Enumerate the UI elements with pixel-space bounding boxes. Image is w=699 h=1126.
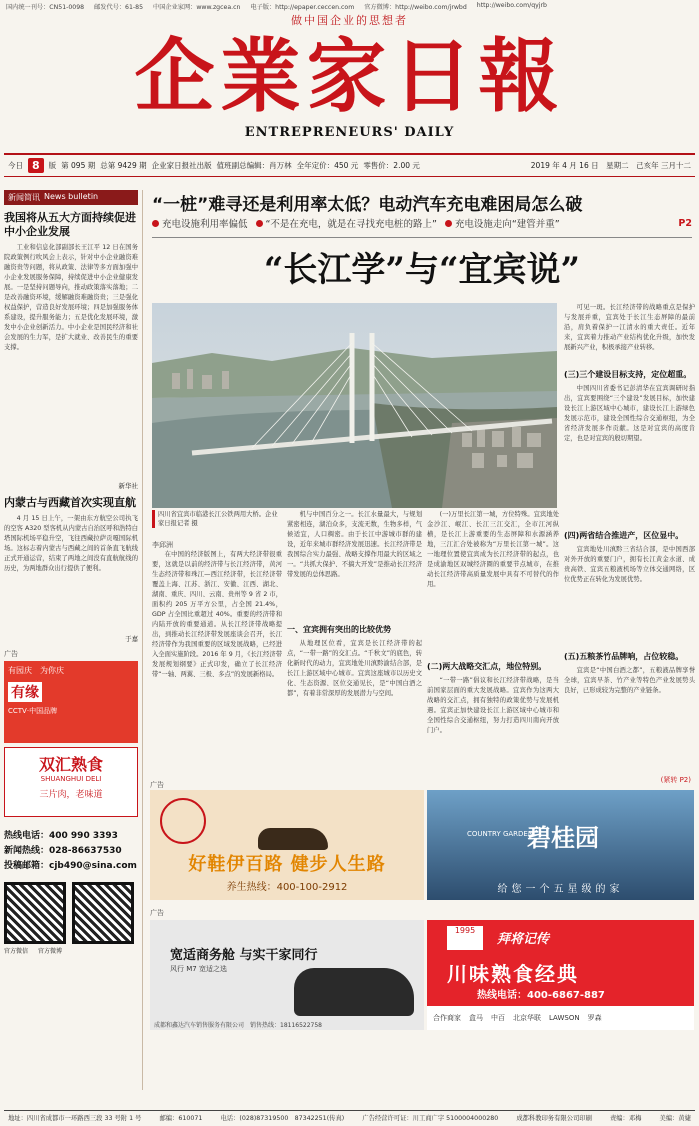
col4-text-b: 中国四川省委书记彭清华在宜宾调研时指出，宜宾要围绕“三个建设”发展目标，加快建设长江上游区域中心城市，建设长江上游绿色发展示范市，建设全国性综合交通枢纽，为全省经济发展多作贡献。这是对宜宾的高度肯定，也是对宜宾的殷切期望。 (564, 385, 695, 442)
news-bulletin-label: 新闻简讯 (8, 193, 40, 202)
ad-label-2: 广告 (150, 909, 164, 917)
news-hotline: 新闻热线：028-86637530 (4, 846, 122, 856)
col4-text-d: 宜宾是“中国白酒之都”，五粮液品牌享誉全球，宜宾早茶、竹产业等特色产业发展势头良好，已形成较为完整的产业链条。 (564, 667, 695, 694)
news-bulletin-en: News bulletin (44, 192, 99, 201)
car-sub: 风行 M7 宽适之选 (170, 965, 227, 973)
page-count-badge: 8 (28, 158, 44, 173)
hotline: 热线电话：400 990 3393 (4, 831, 118, 841)
publisher: 企业家日报社出版 (151, 161, 212, 170)
lead-headline[interactable]: “一桩”难寻还是利用率太低？电动汽车充电难困局怎么破 (152, 195, 583, 215)
lead-subheads (152, 216, 692, 230)
car-ad[interactable] (150, 920, 424, 1030)
topbar-item[interactable]: 电子版：http://epaper.ceccen.com (250, 4, 355, 11)
wechat-qr-icon[interactable] (4, 882, 66, 944)
issue-info-bar (4, 153, 695, 177)
article-col-4 (564, 303, 695, 785)
news-bulletin-header (4, 190, 138, 205)
top-info-bar (0, 0, 699, 12)
continue-ref[interactable]: (紧转 P2) (660, 776, 691, 784)
col3-text: (一)万里长江第一城，方位特殊。宜宾地处金沙江、岷江、长江三江交汇，全市江河纵横，是长江上游重要的生态屏障和水源涵养地，三江汇合处被称为“万里长江第一城”。这一地理位置使宜宾成为长江经济带的起点，也是成渝地区双城经济圈的重要节点城市，在推动长江经济带高质量发展中具有不可替代的作用。 (427, 511, 559, 588)
article-author: 李邱洲 (152, 541, 173, 549)
bridge-photo-image (152, 303, 557, 508)
issue-number: 第 095 期 (61, 161, 96, 170)
youyuan-ad[interactable] (4, 661, 138, 743)
qr2-label: 官方微博 (38, 948, 63, 955)
shoe-icon (258, 828, 328, 850)
ad1-top: 有园庆 为你庆 (8, 666, 64, 675)
footer-editor: 责编：邓梅 (609, 1115, 642, 1122)
partner-logos (427, 1006, 694, 1030)
garden-slogan: 给您一个五星级的家 (497, 884, 624, 895)
partner: 北京华联 (513, 1014, 541, 1022)
col4-text: 可见一斑。长江经济带的战略重点是保护与发展并重，宜宾处于长江生态屏障的最前沿，肩负着保护一江清水的重大责任。近年来，宜宾着力推动产业结构优化升级，加快发展新兴产业，积极承接产业转移。 (564, 304, 695, 351)
ad-row-1 (150, 790, 694, 900)
qr1-label: 官方微信 (4, 948, 29, 955)
ad2-slogan: 三片肉，老味道 (39, 790, 103, 800)
shoes-ad[interactable] (150, 790, 424, 900)
col3-section: (二)两大战略交汇点，地位特别。 (427, 662, 547, 671)
col4-section-2: (四)两省结合推进产，区位显中。 (564, 531, 684, 540)
col4-section-1: (三)三个建设目标支持，定位超重。 (564, 370, 692, 379)
col4-text-c: 宜宾地处川滇黔三省结合部，是中国西部对外开放的重要门户，拥有长江黄金水道、成贵高铁、宜宾五粮液机场等立体交通网络，区位优势正在转化为发展优势。 (564, 546, 695, 583)
col2-text: 机与中国百分之一。长江水量最大，与规划紧密相连，湖泊众多，支流无数，生物多样，气候适宜，人口稠密。由于长江中游城市群的建设，近年来城市群经济发展迅速。长江经济带是我国综合实力最强、战略支撑作用最大的区域之一。“共抓大保护、不搞大开发”是推动长江经济带发展的总体思路。 (287, 511, 422, 578)
headline-divider (152, 237, 692, 238)
story2-title[interactable]: 内蒙古与西藏首次实现直航 (4, 496, 136, 509)
article-col-3 (427, 510, 559, 785)
footer-phone: 电话：(028)87319500 87342251(传真) (220, 1115, 345, 1122)
issue-date: 2019 年 4 月 16 日 星期二 己亥年 三月十二 (530, 161, 691, 170)
footer-postcode: 邮编：610071 (159, 1115, 203, 1122)
shoes-hotline: 养生热线：400-100-2912 (226, 882, 348, 893)
annual-price: 全年定价：450 元 (296, 161, 359, 170)
duty-editor: 值班副总编辑：肖万林 (216, 161, 292, 170)
partner: 盒马 (469, 1014, 483, 1022)
masthead-logo: 企業家日報 (134, 29, 565, 123)
shuanghui-ad[interactable] (4, 747, 138, 817)
ad2-en: SHUANGHUI DELI (40, 775, 102, 783)
ad1-sub: CCTV·中国品牌 (8, 707, 58, 715)
page-ref[interactable]: P2 (678, 217, 692, 229)
ad-label-1: 广告 (150, 781, 164, 789)
story1-body: 工业和信息化部副部长王江平 12 日在国务院政策例行吹风会上表示，针对中小企业融资难融资贵等问题，将从政策、法律等多方面加强中小企业发展服务保障，持续促进中小企业健康发展。一是坚持问题导向，推动政策落实落地；二是改善融资环境，缓解融资难融资贵；三是强化权益保护，营造良好发展环境；四是加强服务体系建设，提升服务能力；五是优化发展环境，激发中小企业创新活力。中小企业是国民经济和社会发展的生力军，是扩大就业、改善民生的重要支撑。 (4, 244, 138, 351)
left-column (4, 190, 143, 1090)
partner: 中百 (491, 1014, 505, 1022)
footer-printer: 成都科教印务有限公司印刷 (516, 1115, 592, 1122)
topbar-item: 国内统一刊号：CN51-0098 (6, 4, 85, 11)
ad2-brand: 双汇熟食 (38, 755, 103, 774)
food-hotline: 热线电话：400-6867-887 (477, 990, 605, 1001)
page-footer (4, 1110, 695, 1124)
today-label: 今日 (8, 161, 23, 170)
contact-info (4, 829, 138, 874)
food-badge: 1995 (447, 926, 483, 950)
story1-author: 新华社 (118, 482, 138, 490)
topbar-item: 邮发代号：61-85 (94, 4, 144, 11)
country-garden-ad[interactable] (427, 790, 694, 900)
topbar-item[interactable]: 中国企业家网：www.zgcea.cn (153, 4, 241, 11)
total-issue: 总第 9429 期 (100, 161, 147, 170)
col3-text-b: “一带一路”倡议和长江经济带战略，是当前国家层面的重大发展战略。宜宾作为这两大战略的交汇点，拥有独特的政策优势与发展机遇。宜宾正加快建设长江上游区域中心城市和全国性综合交通枢纽，努力打造四川南向开放门户。 (427, 677, 559, 734)
col4-section-3: (五)五粮茶竹品牌响，占位较稳。 (564, 652, 684, 661)
ban-label: 版 (48, 161, 57, 170)
article-col-2 (287, 510, 422, 785)
qr-codes (4, 882, 138, 944)
footer-license: 广告经营许可证：川工商广字 5100004000280 (362, 1115, 499, 1122)
shoes-slogan: 好鞋伊百路 健步人生路 (188, 854, 386, 875)
left-ads (4, 649, 138, 817)
bullet-icon (152, 220, 159, 227)
story2-body: 4 月 15 日上午，一架由东方航空公司执飞的空客 A320 型客机从内蒙古自治区呼和浩特白塔国际机场平稳升空，飞往西藏拉萨贡嘎国际机场。这标志着内蒙古与西藏之间的首条直飞航线正式开通运营，结束了两地之间没有直航航线的历史，为两地群众出行提供了便利。 (4, 515, 138, 572)
car-icon (294, 968, 414, 1016)
ad-label: 广告 (4, 650, 18, 658)
subhead-2[interactable]: “不是在充电，就是在寻找充电桩的路上” (256, 216, 437, 230)
topbar-item[interactable]: 官方微博：http://weibo.com/jrwbd (364, 4, 467, 11)
bullet-icon (445, 220, 452, 227)
story1-title[interactable]: 我国将从五大方面持续促进中小企业发展 (4, 211, 136, 238)
story2-author: 于嘉 (125, 635, 138, 643)
article-col-1: 在中国的经济版图上，有两大经济带很重要，这就是以前的经济带与长江经济带，黄河生态经济带和珠江—西江经济带，长江经济带覆盖上海、江苏、浙江、安徽、江西、湖北、湖南、重庆、四川、云南、贵州等 9 省 2 市，面积约 205 万平方公里，占全国 21.4%，GDP 占全国比重超过 40%。重要的经济带和内陆开放的重要通道。从长江经济带战略提出，到推动长江经济带发展座谈会召开，长江经济带作为我国重要的区域发展战略，已经进入全面实施阶段。2016 年 9 月，《长江经济带发展规划纲要》正式印发，确立了长江经济带“一轴、两翼、三极、多点”的发展新格局。 (152, 551, 282, 678)
car-title: 宽适商务舱 与实干家同行 (170, 948, 318, 963)
partner: 合作商家 (433, 1014, 461, 1022)
footer-designer: 美编：黄婕 (659, 1115, 691, 1122)
submission-email[interactable]: 投稿邮箱：cjb490@sina.com (4, 861, 137, 871)
photo-caption: 四川省宜宾市临港长江公铁两用大桥。企业家日报记者 摄 (152, 510, 282, 528)
food-brand: 拜将记传 (497, 932, 550, 947)
weibo-qr-icon[interactable] (72, 882, 134, 944)
food-ad[interactable] (427, 920, 694, 1030)
retail-price: 零售价：2.00 元 (363, 161, 420, 170)
partner: LAWSON (549, 1014, 580, 1022)
ad-row-2 (150, 920, 694, 1030)
garden-name: 碧桂园 (527, 824, 599, 852)
masthead-slogan: 做中国企业的思想者 (291, 14, 408, 27)
bridge-photo (152, 303, 557, 508)
subhead-3[interactable]: 充电设施走向“建管并重” (445, 216, 560, 230)
car-footer: 成都和鑫达汽车销售服务有限公司 销售热线：18116522758 (154, 1022, 322, 1029)
footer-address: 地址：四川省成都市一环路西三段 33 号附 1 号 (8, 1115, 142, 1122)
garden-en: COUNTRY GARDEN (467, 830, 534, 838)
shoe-brand-logo-icon (160, 798, 206, 844)
section-heading-1: 一、宜宾拥有突出的比较优势 (287, 625, 391, 634)
partner: 罗森 (587, 1014, 602, 1022)
col2-text-b: 从地理区位看，宜宾是长江经济带的起点，“一带一路”的交汇点。“千秋文”的底色，转化新时代的动力，宜宾地处川滇黔渝结合部，是长江上游区域中心城市。宜宾这座城市以历史文化、生态资源、区位交通见长，是“中国白酒之都”，有着非常深厚的发展潜力与空间。 (287, 640, 422, 697)
ad1-brand: 有缘 (8, 682, 42, 702)
qr-labels (4, 946, 138, 955)
topbar-item[interactable]: http://weibo.com/qyjrb (476, 2, 547, 9)
bullet-icon (256, 220, 263, 227)
masthead-subtitle: ENTREPRENEURS' DAILY (244, 125, 455, 140)
food-headline: 川味熟食经典 (447, 962, 579, 986)
subhead-1[interactable]: 充电设施利用率偏低 (152, 216, 248, 230)
main-article-title[interactable]: “长江学”与“宜宾说” (263, 250, 581, 290)
